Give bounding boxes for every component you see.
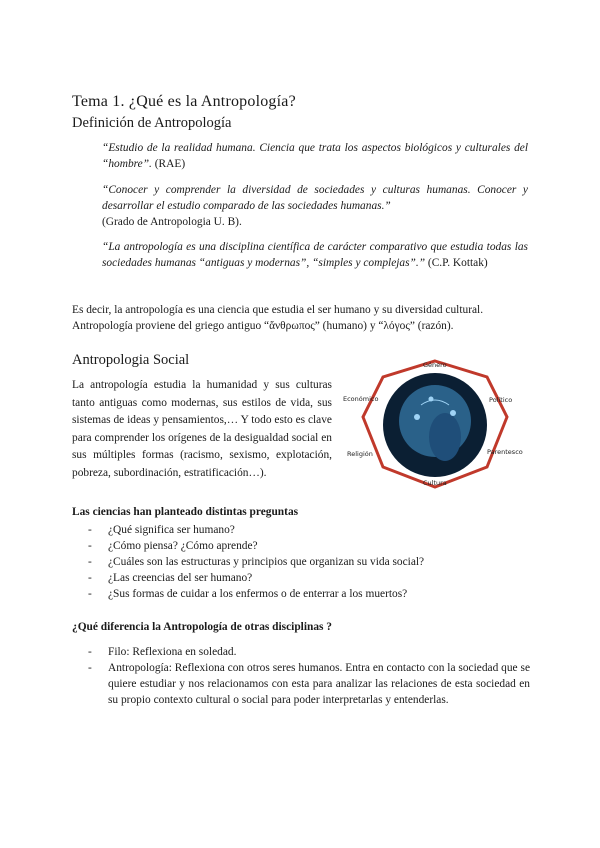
node-icon <box>450 410 456 416</box>
summary-line-2: Antropología proviene del griego antiguo “ἄνθρωπος” (humano) y “λόγος” (razón). <box>72 320 454 332</box>
quote-kottak <box>102 239 528 271</box>
quote-text: “Conocer y comprender la diversidad de sociedades y culturas humanas. Conocer y desarrollar el estudio comparado de las sociedades humanas.” <box>102 184 528 212</box>
anthropology-diagram <box>335 355 535 495</box>
node-icon <box>414 414 420 420</box>
diagram-label-genero: Género <box>423 361 447 369</box>
quote-source: (C.P. Kottak) <box>425 257 488 269</box>
difference-heading: ¿Qué diferencia la Antropología de otras disciplinas ? <box>72 621 332 633</box>
quote-text: “Estudio de la realidad humana. Ciencia que trata los aspectos biológicos y culturales del “hombre”. <box>102 142 528 170</box>
social-heading: Antropologia Social <box>72 352 190 368</box>
summary-line-1: Es decir, la antropología es una ciencia que estudia el ser humano y su diversidad cultural. <box>72 304 484 316</box>
list-item: - Antropología: Reflexiona con otros seres humanos. Entra en contacto con la sociedad que se quiere estudiar y nos relacionamos con esta para analizar las relaciones de esta sociedad en su propio contexto cultural o social para poder interpretarlas y entenderlas. <box>88 660 530 708</box>
quote-source: (Grado de Antropologia U. B). <box>102 216 242 228</box>
diagram-label-politico: Político <box>489 396 513 404</box>
quote-rae <box>102 140 528 172</box>
questions-list <box>88 522 424 602</box>
differences-list <box>88 644 530 708</box>
list-item: - ¿Sus formas de cuidar a los enfermos o de enterrar a los muertos? <box>88 586 424 602</box>
quote-source: (RAE) <box>151 158 186 170</box>
questions-heading: Las ciencias han planteado distintas preguntas <box>72 506 299 518</box>
social-paragraph: La antropología estudia la humanidad y sus culturas tanto antiguas como modernas, sus estilos de vida, sus sistemas de ideas y pensamientos,… Y todo esto es clave para comprender los orígenes de la desigualdad social en sus múltiples formas (racismo, sexismo, explotación, pobreza, subordinación, estratificación…). <box>72 379 332 479</box>
quote-ub <box>102 182 528 230</box>
list-item: - Filo: Reflexiona en soledad. <box>88 644 530 660</box>
diagram-label-parentesco: Parentesco <box>487 448 523 456</box>
list-item: - ¿Las creencias del ser humano? <box>88 570 424 586</box>
list-item: - ¿Qué significa ser humano? <box>88 522 424 538</box>
node-icon <box>429 397 434 402</box>
quote-text: “La antropología es una disciplina científica de carácter comparativo que estudia todas las sociedades humanas “antiguas y modernas”, “simples y complejas”.” <box>102 241 528 269</box>
definition-heading: Definición de Antropología <box>72 115 232 131</box>
diagram-label-economico: Económico <box>343 395 379 403</box>
page-title: Tema 1. ¿Qué es la Antropología? <box>72 93 296 110</box>
face-icon <box>429 413 461 461</box>
diagram-label-religion: Religión <box>347 450 373 458</box>
list-item: - ¿Cómo piensa? ¿Cómo aprende? <box>88 538 424 554</box>
diagram-label-cultura: Cultura <box>423 479 447 487</box>
list-item: - ¿Cuáles son las estructuras y principios que organizan su vida social? <box>88 554 424 570</box>
